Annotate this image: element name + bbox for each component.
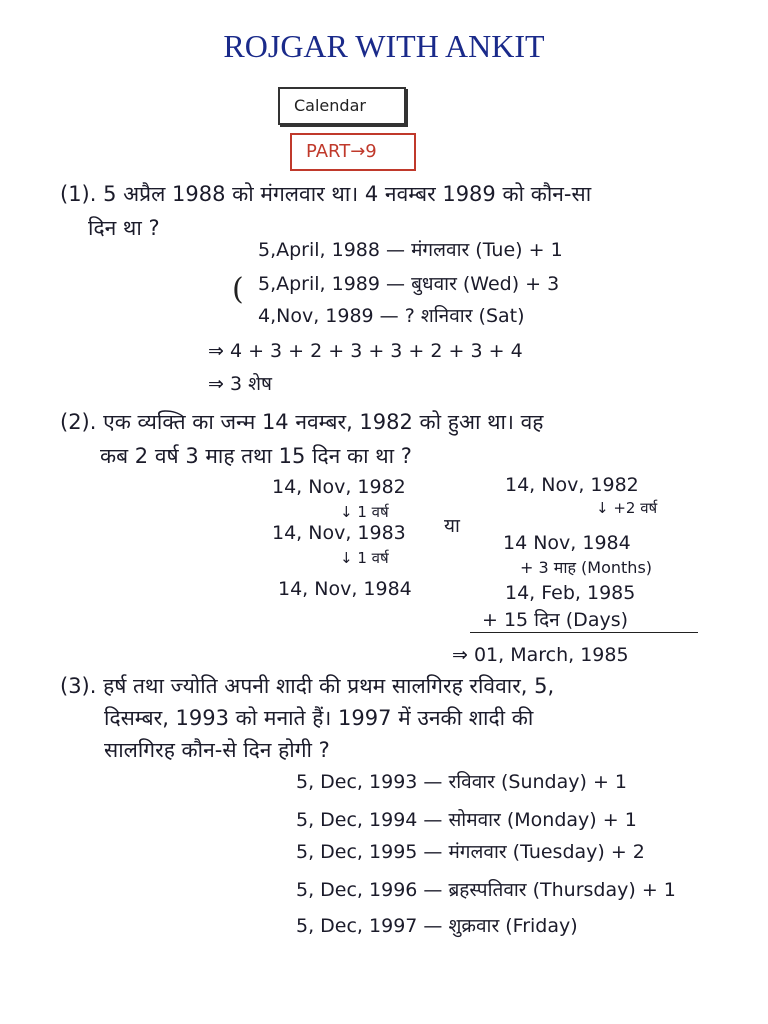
q2-left-5: 14, Nov, 1984 [278, 578, 412, 600]
q2-right-3: 14 Nov, 1984 [503, 532, 631, 554]
q3-line-2: दिसम्बर, 1993 को मनाते हैं। 1997 में उनकी शादी की [104, 706, 534, 730]
q1-step-1: 5,April, 1988 — मंगलवार (Tue) + 1 [258, 239, 563, 261]
q3-step-2: 5, Dec, 1994 — सोमवार (Monday) + 1 [296, 809, 637, 831]
brace-mark: ( [232, 272, 244, 307]
q2-left-2: ↓ 1 वर्ष [340, 503, 389, 521]
q2-right-1: 14, Nov, 1982 [505, 474, 639, 496]
q2-result: ⇒ 01, March, 1985 [452, 644, 629, 666]
q2-right-5: 14, Feb, 1985 [505, 582, 636, 604]
q3-step-3: 5, Dec, 1995 — मंगलवार (Tuesday) + 2 [296, 841, 645, 863]
q3-step-5: 5, Dec, 1997 — शुक्रवार (Friday) [296, 915, 578, 937]
q2-right-2: ↓ +2 वर्ष [596, 499, 658, 517]
sum-rule-line [470, 632, 698, 633]
q3-line-3: सालगिरह कौन-से दिन होगी ? [104, 738, 330, 762]
q3-step-4: 5, Dec, 1996 — ब्रहस्पतिवार (Thursday) + 1 [296, 879, 676, 901]
q1-step-2: 5,April, 1989 — बुधवार (Wed) + 3 [258, 273, 560, 295]
q2-right-6: + 15 दिन (Days) [482, 609, 629, 631]
q2-left-4: ↓ 1 वर्ष [340, 549, 389, 567]
q1-step-4: ⇒ 4 + 3 + 2 + 3 + 3 + 2 + 3 + 4 [208, 340, 523, 362]
q1-step-3: 4,Nov, 1989 — ? शनिवार (Sat) [258, 305, 525, 327]
q2-line-2: कब 2 वर्ष 3 माह तथा 15 दिन का था ? [100, 444, 412, 468]
q1-line-2: दिन था ? [88, 216, 160, 240]
q3-line-1: (3). हर्ष तथा ज्योति अपनी शादी की प्रथम सालगिरह रविवार, 5, [60, 674, 555, 698]
part-tag: PART→9 [290, 133, 416, 171]
q1-line-1: (1). 5 अप्रैल 1988 को मंगलवार था। 4 नवम्बर 1989 को कौन-सा [60, 182, 592, 206]
calendar-tag: Calendar [278, 87, 406, 125]
q2-left-3: 14, Nov, 1983 [272, 522, 406, 544]
q3-step-1: 5, Dec, 1993 — रविवार (Sunday) + 1 [296, 771, 628, 793]
q2-left-1: 14, Nov, 1982 [272, 476, 406, 498]
q1-step-5: ⇒ 3 शेष [208, 373, 272, 395]
q2-line-1: (2). एक व्यक्ति का जन्म 14 नवम्बर, 1982 को हुआ था। वह [60, 410, 544, 434]
q2-or: या [444, 515, 460, 537]
q2-right-4: + 3 माह (Months) [520, 558, 653, 577]
page-header-title: ROJGAR WITH ANKIT [223, 28, 545, 64]
